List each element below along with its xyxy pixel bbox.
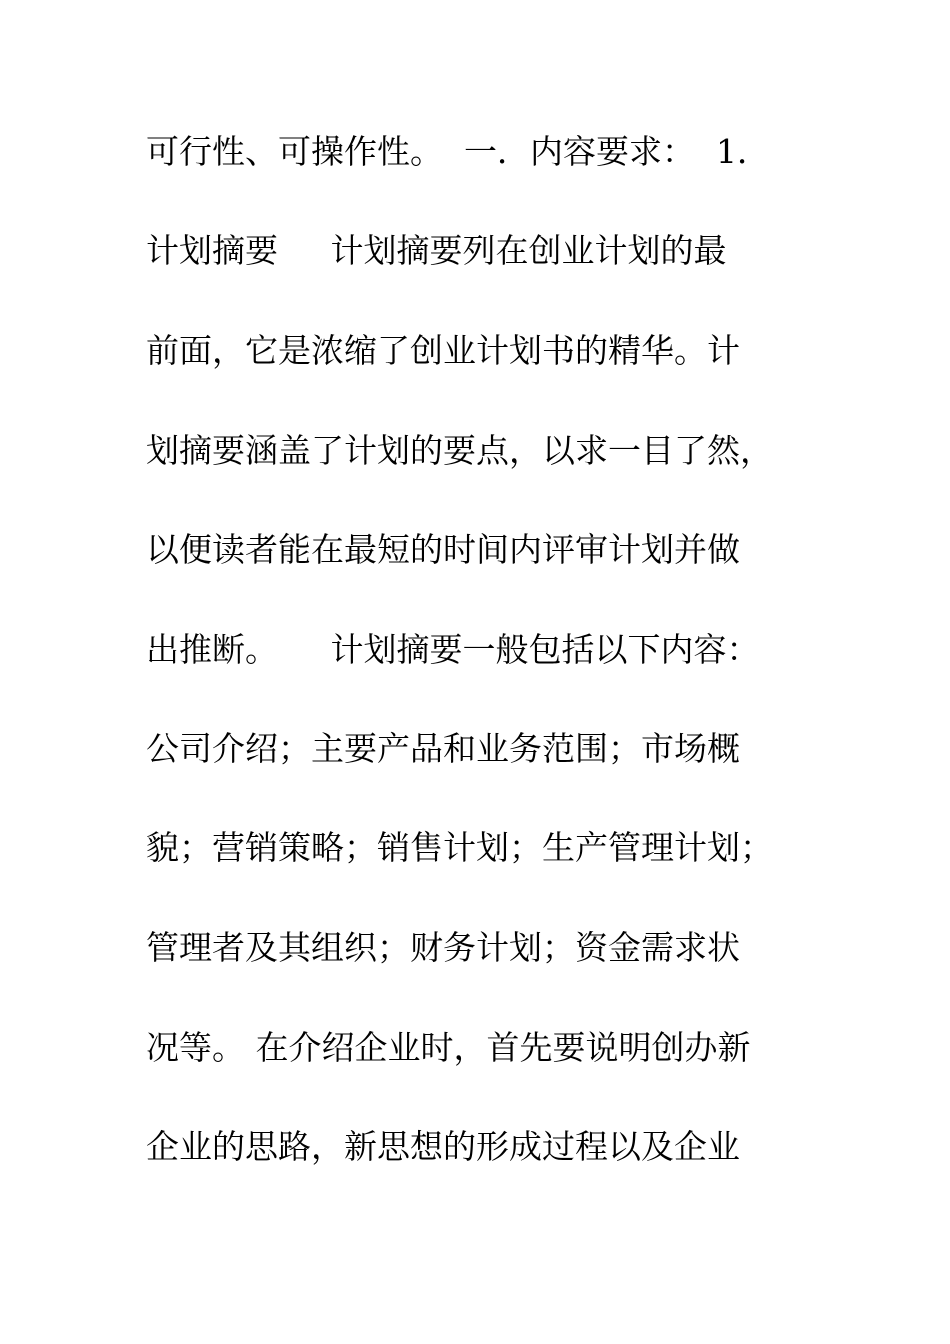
text-line: 管理者及其组织；财务计划；资金需求状 xyxy=(146,928,740,967)
text-line: 以便读者能在最短的时间内评审计划并做 xyxy=(146,530,740,569)
text-line: 划摘要涵盖了计划的要点，以求一目了然， xyxy=(146,431,773,470)
text-line: 貌；营销策略；销售计划；生产管理计划； xyxy=(146,828,773,867)
text-line: 可行性、可操作性。 一．内容要求： 1． xyxy=(146,132,770,171)
text-line: 计划摘要 计划摘要列在创业计划的最 xyxy=(146,231,727,270)
text-line: 出推断。 计划摘要一般包括以下内容： xyxy=(146,630,760,669)
text-line: 企业的思路，新思想的形成过程以及企业 xyxy=(146,1127,740,1166)
text-line: 况等。 在介绍企业时，首先要说明创办新 xyxy=(146,1028,751,1067)
text-line: 前面，它是浓缩了创业计划书的精华。计 xyxy=(146,331,740,370)
text-line: 公司介绍；主要产品和业务范围；市场概 xyxy=(146,729,740,768)
